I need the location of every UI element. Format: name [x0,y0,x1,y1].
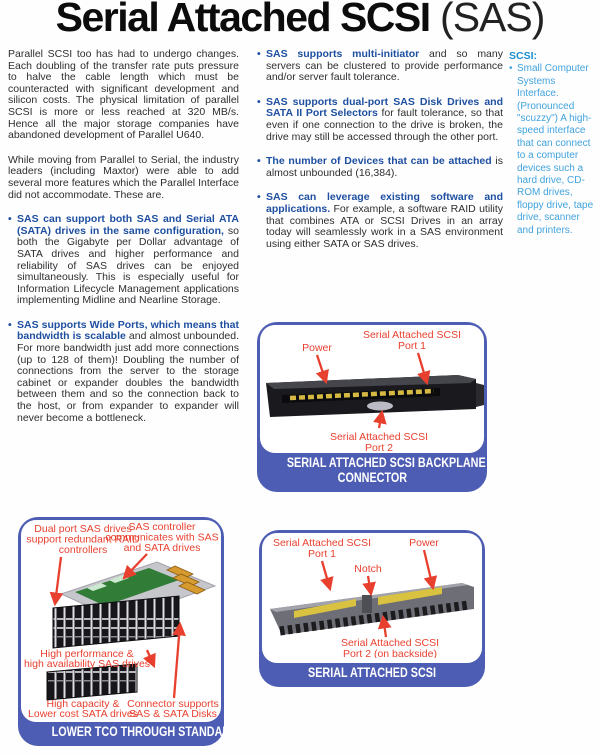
label-connector-line2: SAS & SATA Disks [129,708,217,719]
figure-backplane-connector [257,322,487,492]
arrow-notch [368,576,371,594]
arrow-port2 [379,412,382,428]
figure-lower-tco-photo-area [21,520,221,722]
bullet-rest: For example, a software RAID utility that combines ATA or SCSI Drives in an array today will seamlessly work in a SAS environment using either SATA or SAS drives. [266,202,503,250]
figure-backplane-caption [260,453,484,489]
label-dual-port-line1: Dual port SAS drives [34,523,132,535]
label-high-perf-line1: High performance & [40,648,134,660]
label-high-cap-line1: High capacity & [46,698,120,710]
bullet-dual-port [257,97,503,143]
arrow-dual-port [55,557,61,604]
label-controller-line2: communicates with SAS [105,531,219,544]
label-connector-line1: Connector supports [127,698,219,710]
middle-column [257,49,503,263]
figure-sas-caption [262,663,482,685]
bullet-multi-initiator [257,49,503,84]
label-power: Power [302,342,332,354]
caption-line: SERIAL ATTACHED SCSI [307,664,436,680]
bullet-marker: • [257,155,261,168]
bullet-lead: SAS supports multi-initiator [266,48,420,60]
figure-sas-photo-area [262,533,482,663]
arrow-power [317,355,326,382]
bullet-lead: SAS can support both SAS and Serial ATA (SATA) drives in the same configuration, [17,213,239,237]
bullet-rest: is almost unbounded (16,384). [266,155,504,179]
connector-notch [362,595,372,613]
label-high-perf-line2: high availability SAS drives [23,658,151,670]
bullet-lead: SAS supports dual-port SAS Disk Drives and SATA II Port Selectors [266,95,503,120]
title-main: Serial Attached SCSI [55,0,430,40]
label-port2-line1: Serial Attached SCSI [329,431,429,443]
bullet-wide-ports [8,320,239,424]
label-port1-line1: Serial Attached SCSI [272,537,372,549]
caption-line-2: CONNECTOR [337,469,407,485]
bullet-marker: • [257,95,261,108]
bullet-lead: SAS can leverage existing software and applications. [266,191,503,215]
bullet-leverage-software [257,192,503,250]
title-paren: (SAS) [429,0,545,40]
bullet-rest: for fault tolerance, so that even if one connection to the drive is broken, the drive may still be accessed through the other port. [266,107,504,143]
label-port1-line1: Serial Attached SCSI [362,329,462,341]
label-port2-line2: Port 2 [364,442,394,452]
bullet-rest: and so many servers can be clustered to provide performance and/or server fault tolerance. [266,48,503,84]
bullet-lead: The number of Devices that can be attached [266,155,492,168]
bullet-marker: • [257,191,261,204]
paragraph-parallel-to-serial: While moving from Parallel to Serial, the industry leaders (including Maxtor) were able to add several more features which the Parallel Interface did not accommodate. These are. [8,153,239,201]
figure-lower-tco [18,517,281,746]
sas-drive-stack [53,596,179,648]
figure-sas-connector [259,530,485,687]
page-title [0,0,600,41]
caption-line-1: SERIAL ATTACHED SCSI BACKPLANE [286,455,486,470]
bullet-sas-sata-config [8,214,239,307]
label-port1-line2: Port 1 [397,340,427,352]
bullet-marker: • [509,63,513,75]
glossary-sidebar [509,50,597,237]
label-controller-line3: and SATA drives [123,542,201,554]
left-column [8,49,239,437]
metal-tab [367,402,393,411]
bullet-rest: and almost unbounded. For more bandwidth just add more connections (up to 128 of them)! Doubling the number of connections from the server to the storage cabinet or expander doubles the bandwidth between them and so the connection back to the host, or from expander to expander will never become a bottleneck. [17,330,240,424]
label-port2-line2: Port 2 (on backside) [343,648,437,658]
drive-stack-illustration [21,520,221,719]
label-port1-line2: Port 1 [307,548,337,560]
label-controller-line1: SAS controller [128,521,196,533]
bullet-marker: • [257,48,261,60]
bullet-device-count [257,156,503,179]
figure-backplane-photo-area [260,325,484,453]
bullet-lead: SAS supports Wide Ports, which means that bandwidth is scalable [17,318,239,343]
label-notch: Notch [354,563,382,575]
sas-connector-illustration [262,533,482,658]
sidebar-definition-item [509,63,597,237]
label-dual-port-line3: controllers [58,544,108,556]
backplane-connector-illustration [260,325,484,452]
figure-lower-tco-caption [21,722,281,744]
paragraph-parallel-scsi: Parallel SCSI too has had to undergo changes. Each doubling of the transfer rate puts pressure to halve the cable length which must be counteracted with significant development and silicon costs. The physical limitation of parallel SCSI is more or less reached at 320 MB/s. Hence all the major storage companies have abandoned development of Parallel U640. [8,48,239,142]
label-power: Power [409,537,439,549]
connector-end [476,383,484,407]
sidebar-heading: SCSI: [509,50,538,62]
bullet-marker: • [8,213,12,226]
label-port2-line1: Serial Attached SCSI [340,637,440,649]
caption-line: LOWER TCO THROUGH STANDARDIZATION [51,723,281,739]
label-high-cap-line2: Lower cost SATA drives [28,708,138,719]
sidebar-definition: Small Computer Systems Interface. (Pronounced "scuzzy") A high-speed interface that can connect to a computer devices such a hard drive, CD-ROM drives, floppy drive, tape drive, scanner and printers. [517,63,594,236]
arrow-port1 [322,561,330,589]
label-dual-port-line2: support redundant RAID [26,533,140,546]
arrow-power [424,550,433,588]
bullet-rest: so both the Gigabyte per Dollar advantage of SATA drives and higher performance and reliability of SAS drives can be enjoyed simultaneously. This is especially useful for Information Lifecycle Management applications implementing Midline and Nearline Storage. [17,224,239,307]
bullet-marker: • [8,318,12,331]
